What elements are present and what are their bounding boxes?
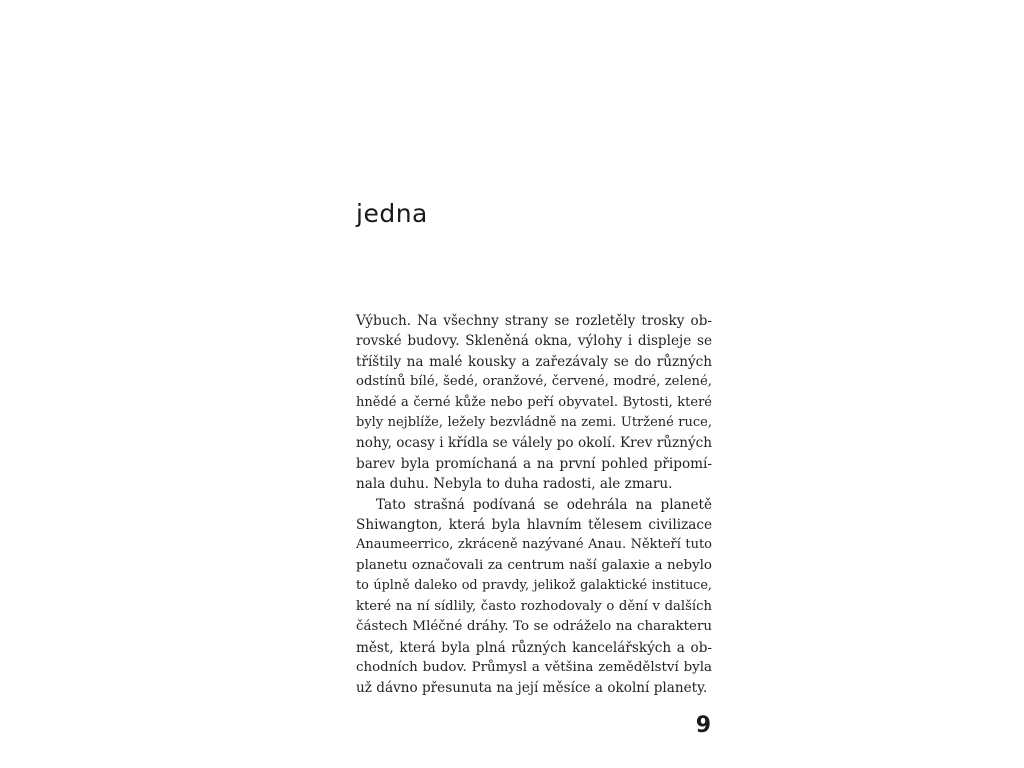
text-line: Anaumeerrico, zkráceně nazývané Anau. Někteří tuto [356,537,712,553]
paragraph-1 [356,311,712,495]
chapter-body-text [356,311,712,699]
text-line: planetu označovali za centrum naší galaxie a nebylo [356,557,712,573]
text-line: barev byla promíchaná a na první pohled připomí- [356,455,712,472]
text-line: chodních budov. Průmysl a většina zemědělství byla [356,659,712,675]
text-line: nohy, ocasy i křídla se válely po okolí. Krev různých [356,435,712,452]
text-line: hnědé a černé kůže nebo peří obyvatel. Bytosti, které [356,394,712,410]
text-line: už dávno přesunuta na její měsíce a okolní planety. [356,680,708,697]
text-line: tříštily na malé kousky a zařezávaly se do různých [356,353,712,370]
text-line: nala duhu. Nebyla to duha radosti, ale zmaru. [356,476,673,493]
text-line: byly nejblíže, ležely bezvládně na zemi. Utržené ruce, [356,415,712,431]
text-line: odstínů bílé, šedé, oranžové, červené, modré, zelené, [356,374,712,390]
text-line: to úplně daleko od pravdy, jelikož galaktické instituce, [356,578,712,594]
text-line: které na ní sídlily, často rozhodovaly o dění v dalších [356,598,712,614]
chapter-title: jedna [356,199,428,228]
text-line: Výbuch. Na všechny strany se rozletěly trosky ob- [356,313,712,329]
page-number: 9 [695,713,711,738]
text-line: Shiwangton, která byla hlavním tělesem civilizace [356,517,712,534]
text-line: měst, která byla plná různých kancelářských a ob- [356,639,712,656]
text-line: Tato strašná podívaná se odehrála na planetě [376,496,712,513]
text-line: částech Mléčné dráhy. To se odráželo na charakteru [356,619,712,635]
text-line: rovské budovy. Skleněná okna, výlohy i displeje se [356,333,712,350]
paragraph-2 [356,495,712,699]
